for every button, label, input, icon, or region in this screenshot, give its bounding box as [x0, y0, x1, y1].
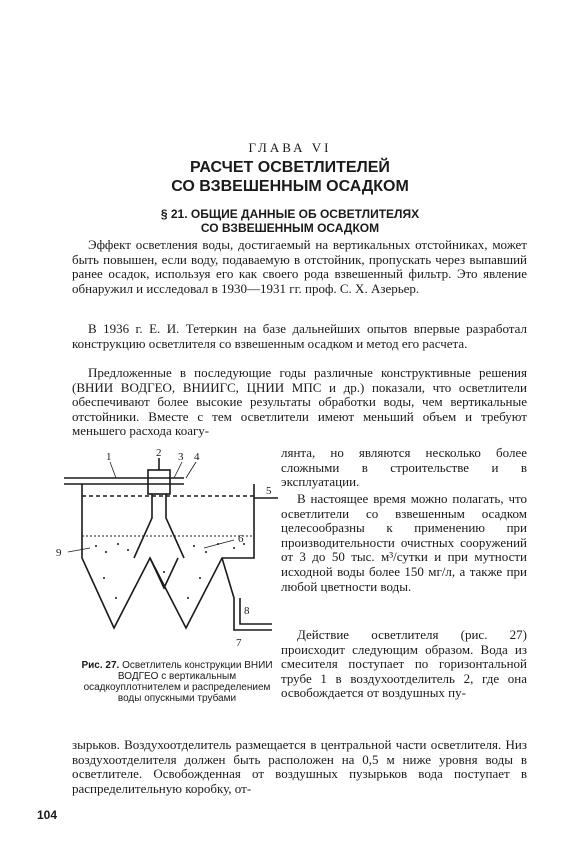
figure-caption-label: Рис. 27. — [81, 660, 120, 671]
label-4: 4 — [194, 451, 200, 463]
clarifier-figure — [44, 448, 284, 658]
paragraph-3: Предложенные в последующие годы различные конструктивные решения (ВНИИ ВОДГЕО, ВНИИГС, ЦНИИ МПС и др.) показали, что осветлители обеспечивают более высокие результаты обработки воды, чем вертикальные отстойники. Вместе с тем осветлители имеют меньший объем и требуют меньшего расхода коагу- — [72, 365, 527, 439]
chapter-title-line-1: РАСЧЕТ ОСВЕТЛИТЕЛЕЙ — [190, 159, 390, 176]
chapter-heading: ГЛАВА VI — [248, 140, 332, 155]
clarifier-diagram — [44, 448, 284, 658]
label-9: 9 — [56, 547, 62, 559]
air-separator — [148, 470, 170, 494]
page-number: 104 — [37, 808, 58, 822]
figure-caption — [72, 660, 282, 704]
label-8: 8 — [244, 605, 250, 617]
suspended-sludge-dots — [95, 543, 245, 599]
paragraph-5-continuation: зырьков. Воздухоотделитель размещается в центральной части осветлителя. Низ воздухоотделителя должен быть расположен на 0,5 м ниже уровня воды в осветлителе. Освобожденная от воздушных пузырьков вода поступает в распределительную коробку, от- — [72, 737, 527, 796]
paragraph-4: В настоящее время можно полагать, что осветлители со взвешенным осадком целесообразны к применению при производительности очистных сооружений от 3 до 50 тыс. м³/сутки и при мутности исходной воды более 150 мг/л, а также при любой цветности воды. — [281, 491, 527, 594]
downcomer-pipes — [134, 494, 184, 558]
chapter-title — [0, 158, 580, 196]
section-heading-line-2: СО ВЗВЕШЕННЫМ ОСАДКОМ — [200, 221, 380, 235]
label-1: 1 — [106, 451, 112, 463]
paragraph-2: В 1936 г. Е. И. Тетеркин на базе дальнейших опытов впервые разработал конструкцию осветлителя со взвешенным осадком и метод его расчета. — [72, 321, 527, 351]
drain-pipe-7 — [222, 558, 272, 630]
section-heading — [0, 207, 580, 235]
label-7: 7 — [236, 637, 242, 649]
figure-caption-text: Осветлитель конструкции ВНИИ ВОДГЕО с вертикальным осадкоуплотнителем и распределением воды опускными трубами — [83, 660, 273, 704]
section-heading-line-1: § 21. ОБЩИЕ ДАННЫЕ ОБ ОСВЕТЛИТЕЛЯХ — [160, 207, 420, 221]
label-5: 5 — [266, 485, 272, 497]
chapter-title-line-2: СО ВЗВЕШЕННЫМ ОСАДКОМ — [171, 178, 409, 195]
label-2: 2 — [156, 448, 162, 459]
paragraph-3-continuation: лянта, но являются несколько более сложными в строительстве и в эксплуатации. — [281, 445, 527, 490]
tank-outline — [82, 484, 254, 628]
paragraph-5: Действие осветлителя (рис. 27) происходит следующим образом. Вода из смесителя поступает по горизонтальной трубе 1 в воздухоотделитель 2, где она освобождается от воздушных пу- — [281, 627, 527, 701]
label-6: 6 — [238, 533, 244, 545]
paragraph-1: Эффект осветления воды, достигаемый на вертикальных отстойниках, может быть повышен, если воду, подаваемую в отстойник, пропускать через выпавший ранее осадок, используя его как своего рода взвешенный фильтр. Это явление обнаружил и исследовал в 1930—1931 гг. проф. С. Х. Азерьер. — [72, 237, 527, 296]
label-3: 3 — [178, 451, 184, 463]
